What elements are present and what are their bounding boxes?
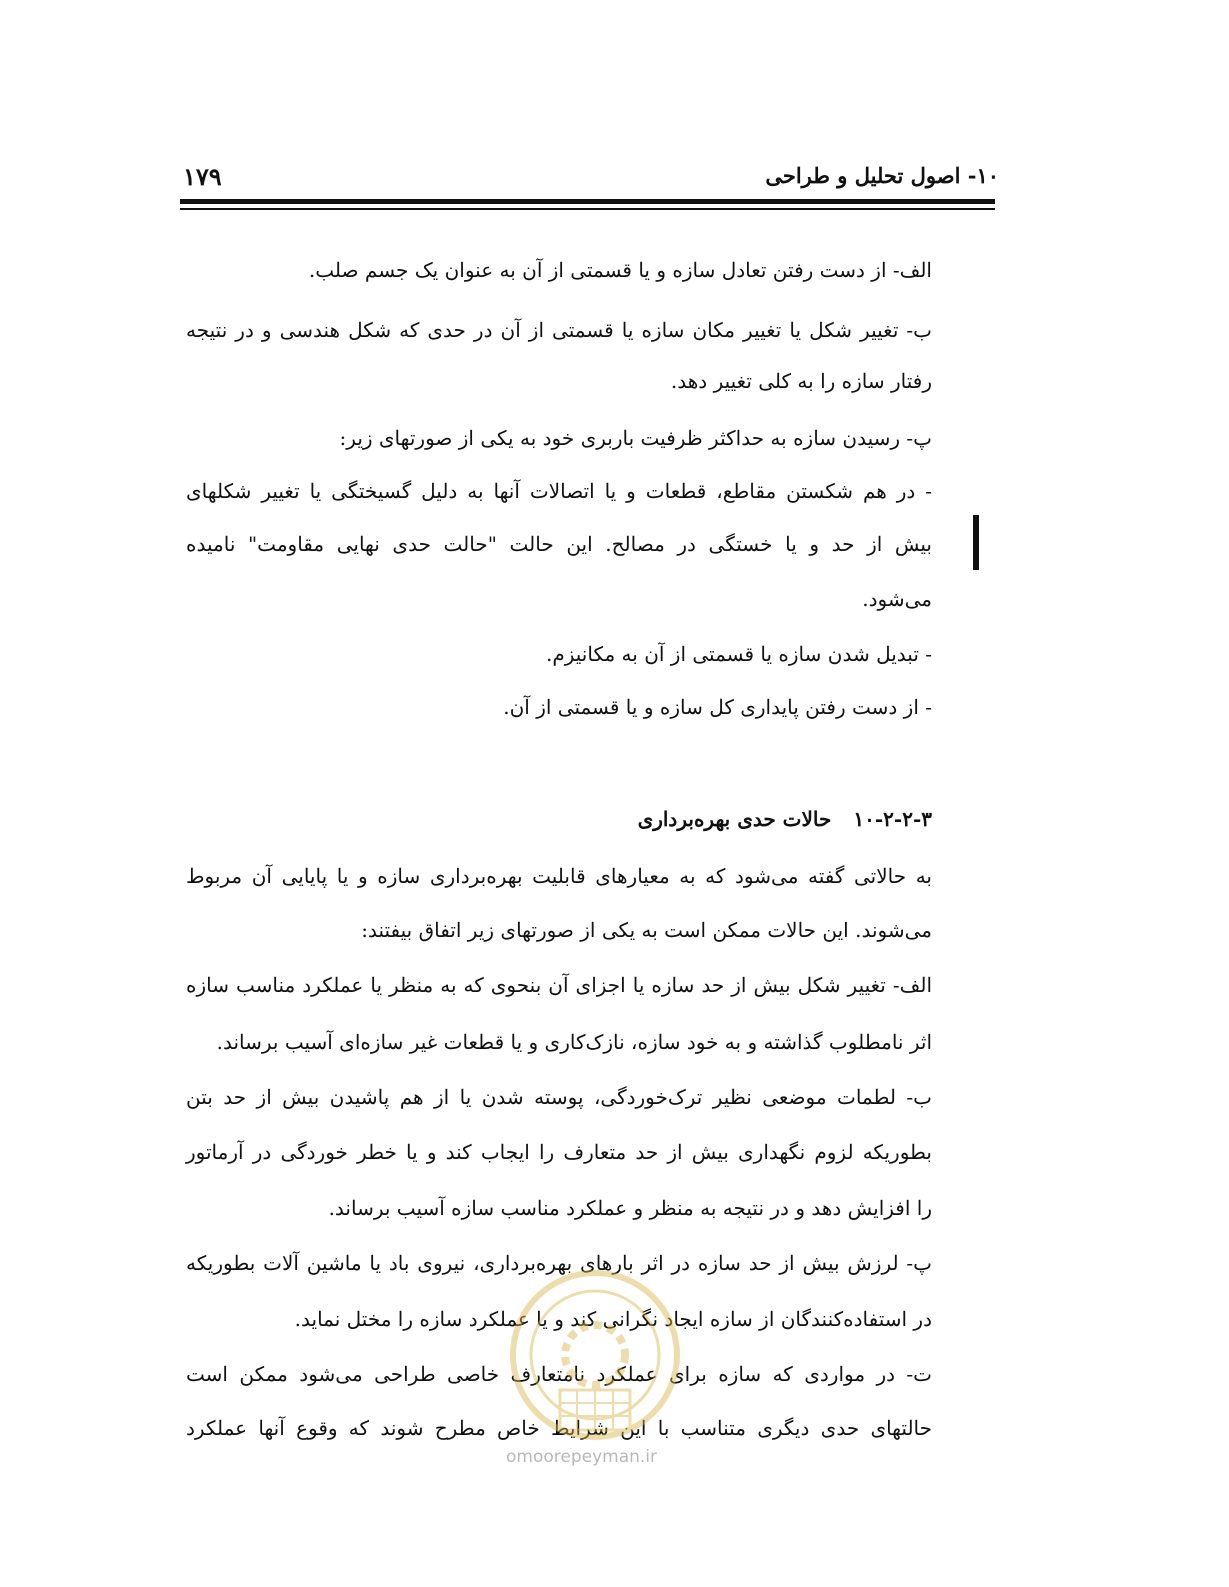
margin-change-bar <box>973 515 979 570</box>
running-header-title: ۱۰- اصول تحلیل و طراحی <box>765 163 999 188</box>
body-line: ب- تغییر شکل یا تغییر مکان سازه یا قسمتی از آن در حدی که شکل هندسی و در نتیجه <box>186 318 932 342</box>
section-heading <box>186 804 932 834</box>
body-line: - در هم شکستن مقاطع، قطعات و یا اتصالات آنها به دلیل گسیختگی یا تغییر شکلهای <box>186 479 932 503</box>
body-line: می‌شوند. این حالات ممکن است به یکی از صورتهای زیر اتفاق بیفتند: <box>361 918 932 942</box>
body-line: بیش از حد و یا خستگی در مصالح. این حالت "حالت حدی نهایی مقاومت" نامیده <box>186 532 932 556</box>
watermark-url: omoorepeyman.ir <box>506 1447 658 1467</box>
body-line: می‌شود. <box>862 587 932 611</box>
body-line: اثر نامطلوب گذاشته و به خود سازه، نازک‌کاری و یا قطعات غیر سازه‌ای آسیب برساند. <box>216 1030 932 1054</box>
body-line: در استفاده‌کنندگان از سازه ایجاد نگرانی کند و یا عملکرد سازه را مختل نماید. <box>294 1307 932 1331</box>
body-line: حالتهای حدی دیگری متناسب با این شرایط خاص مطرح شوند که وقوع آنها عملکرد <box>186 1416 932 1440</box>
body-line: - از دست رفتن پایداری کل سازه و یا قسمتی از آن. <box>503 695 932 719</box>
body-line: ب- لطمات موضعی نظیر ترک‌خوردگی، پوسته شدن یا از هم پاشیدن بیش از حد بتن <box>186 1085 932 1109</box>
body-line: رفتار سازه را به کلی تغییر دهد. <box>670 369 932 393</box>
body-line: به حالاتی گفته می‌شود که به معیارهای قابلیت بهره‌برداری سازه و یا پایایی آن مربوط <box>186 864 932 888</box>
body-line: پ- رسیدن سازه به حداکثر ظرفیت باربری خود به یکی از صورتهای زیر: <box>339 426 932 450</box>
body-line: - تبدیل شدن سازه یا قسمتی از آن به مکانیزم. <box>545 642 932 666</box>
body-line: پ- لرزش بیش از حد سازه در اثر بارهای بهره‌برداری، نیروی باد یا ماشین آلات بطوریکه <box>186 1251 932 1275</box>
page-number: ۱۷۹ <box>183 162 222 191</box>
body-line: ت- در مواردی که سازه برای عملکرد نامتعارف خاصی طراحی می‌شود ممکن است <box>186 1362 932 1386</box>
body-line: الف- تغییر شکل بیش از حد سازه یا اجزای آن بنحوی که به منظر یا عملکرد مناسب سازه <box>186 973 932 997</box>
section-number: ۱۰-۲-۲-۳ <box>853 807 932 831</box>
header-rule-thin <box>180 208 995 210</box>
body-line: الف- از دست رفتن تعادل سازه و یا قسمتی از آن به عنوان یک جسم صلب. <box>308 258 932 282</box>
body-line: بطوریکه لزوم نگهداری بیش از حد متعارف را ایجاب کند و یا خطر خوردگی در آرماتور <box>186 1140 932 1164</box>
watermark-logo-icon <box>505 1245 685 1465</box>
section-title: حالات حدی بهره‌برداری <box>637 807 832 831</box>
header-rule-thick <box>180 199 995 204</box>
body-line: را افزایش دهد و در نتیجه به منظر و عملکرد مناسب سازه آسیب برساند. <box>328 1196 932 1220</box>
